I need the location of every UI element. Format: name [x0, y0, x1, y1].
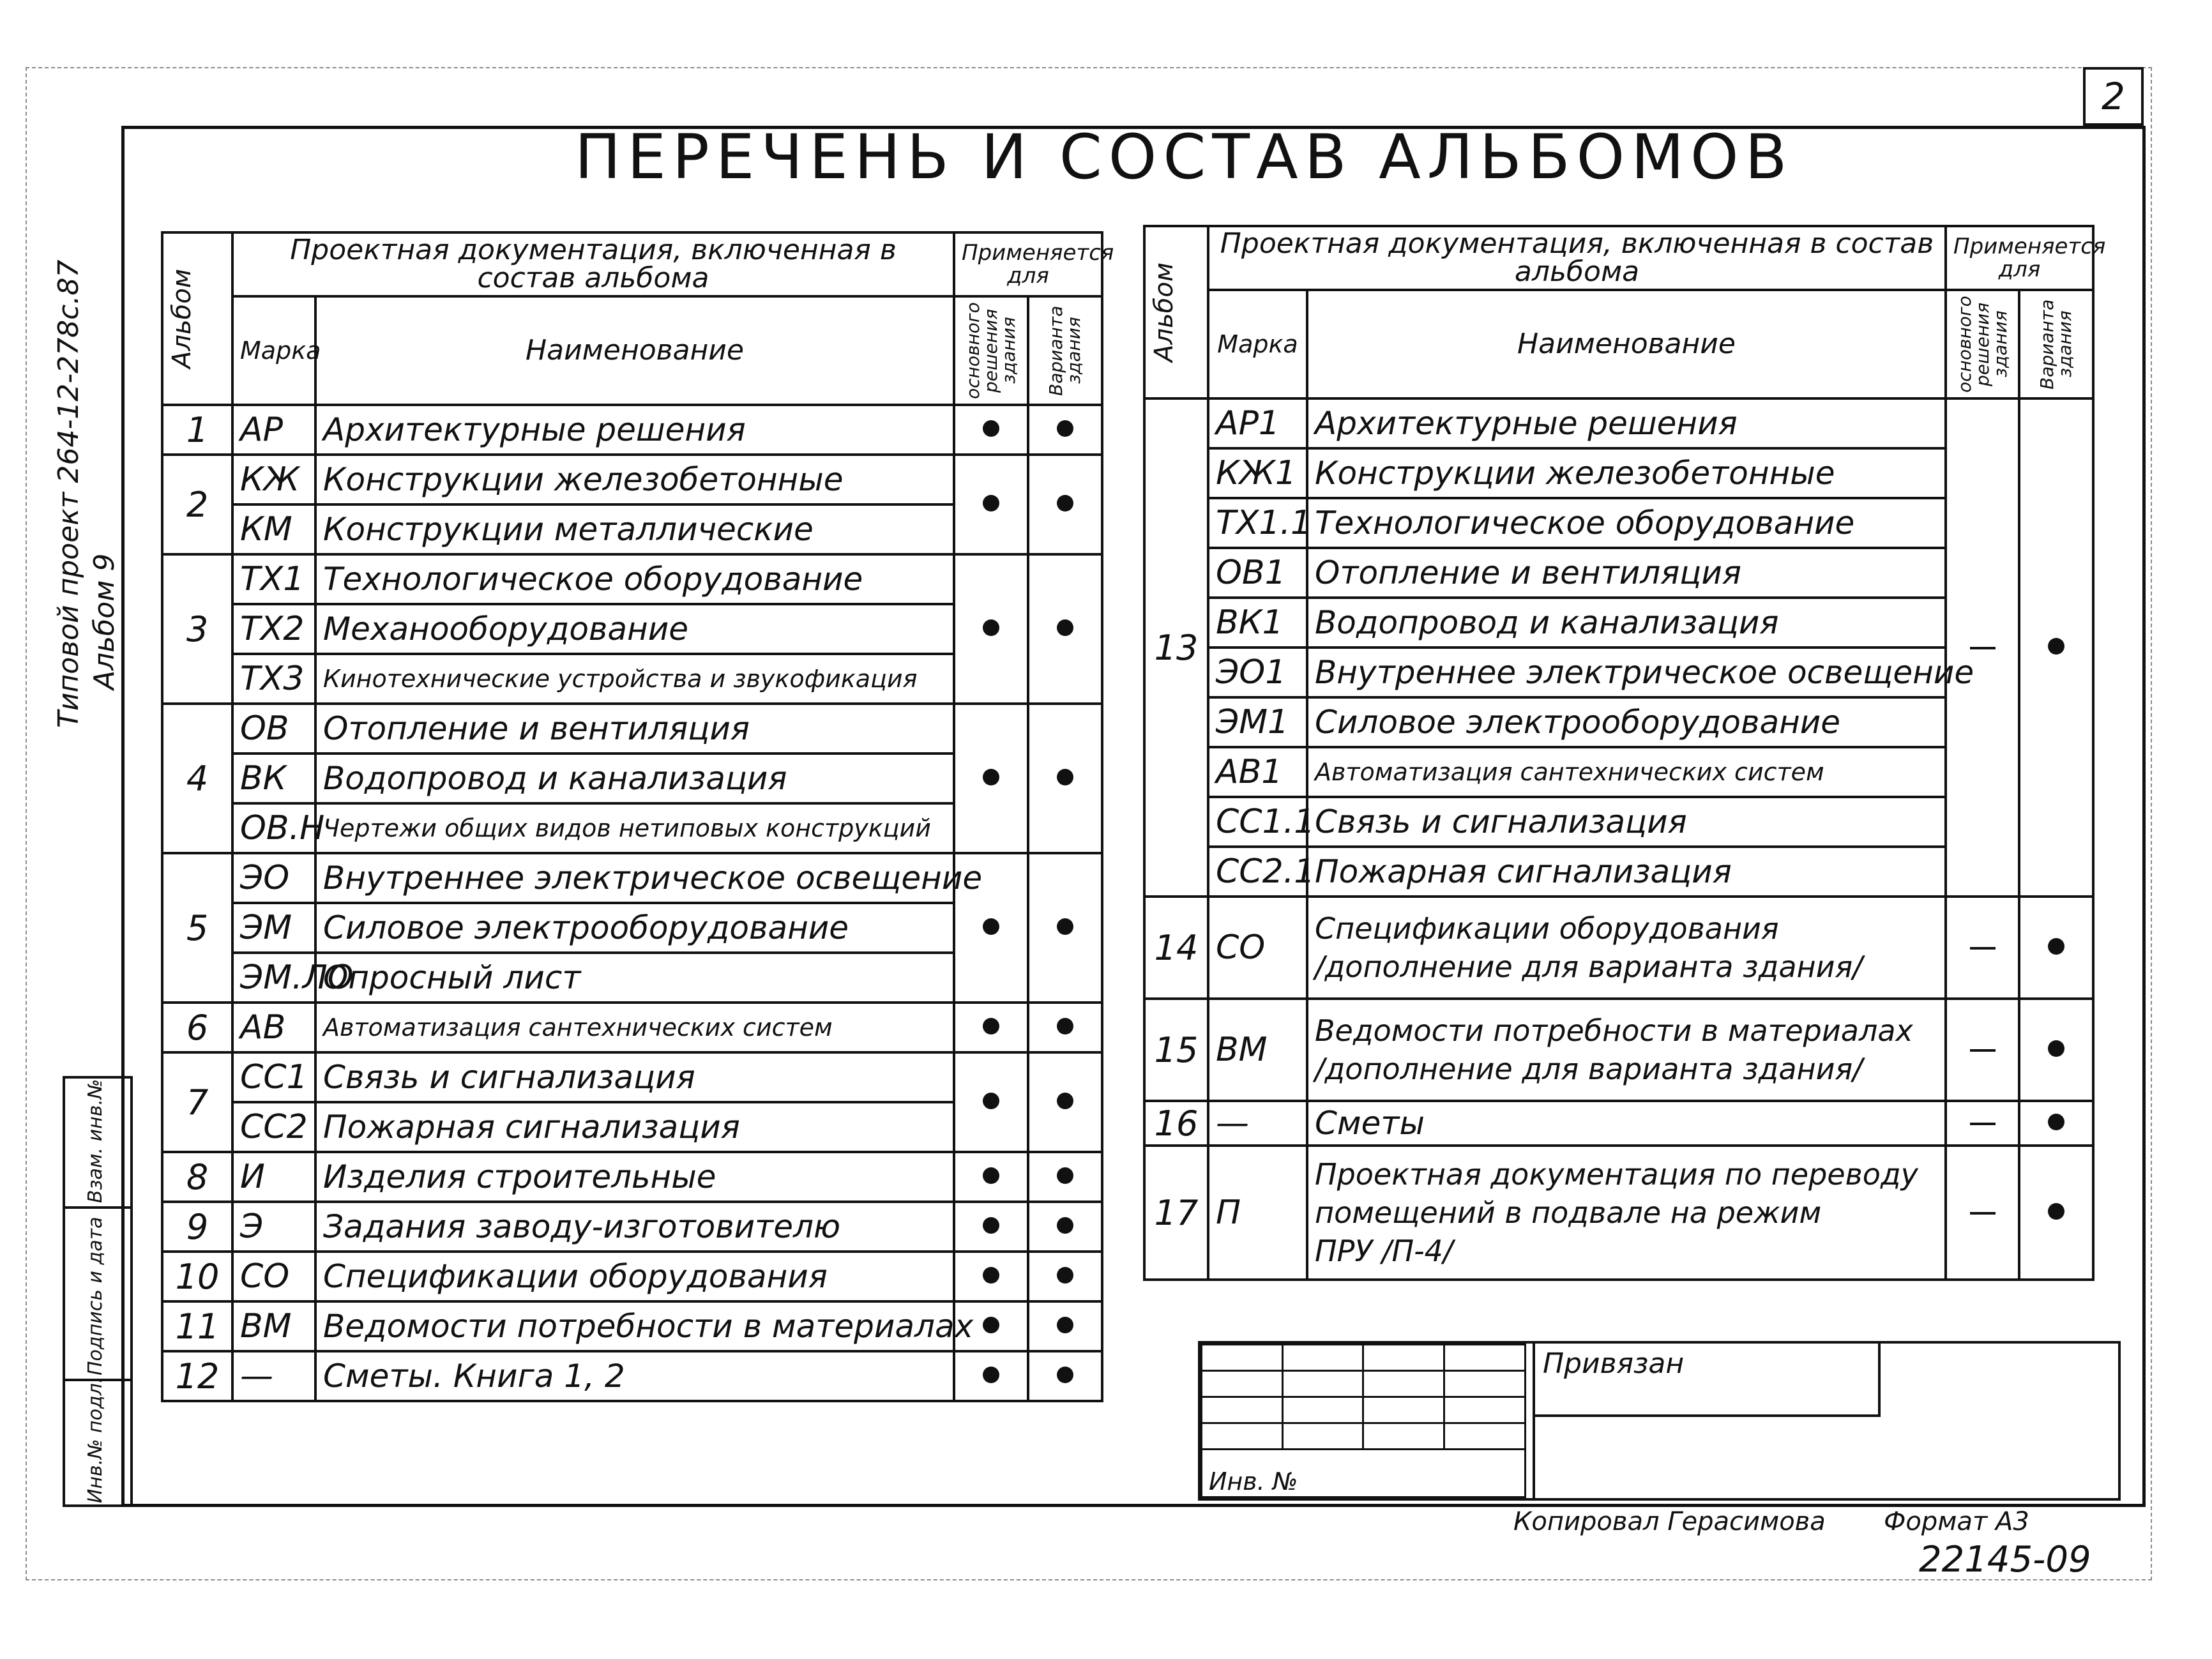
- marka-cell: КЖ: [232, 455, 315, 504]
- marka-cell: ТХ1: [232, 554, 315, 604]
- applies-dot-mark: [1057, 1317, 1073, 1333]
- table-row: [162, 554, 1102, 604]
- right-albums-table: [1143, 225, 2106, 1281]
- table-row: [162, 853, 1102, 903]
- table-row: [1144, 398, 2093, 448]
- album-number: 4: [162, 704, 232, 853]
- applies-dot-mark: [1057, 1217, 1073, 1234]
- applies-variant-cell: [1028, 554, 1102, 704]
- applies-dot-mark: [2048, 638, 2064, 655]
- side-label-album: Альбом 9: [88, 553, 121, 690]
- marka-cell: ВМ: [1208, 999, 1307, 1101]
- applies-dot-mark: [2048, 1203, 2064, 1220]
- name-cell: Автоматизация сантехнических систем: [315, 1003, 954, 1052]
- name-cell: Конструкции железобетонные: [315, 455, 954, 504]
- applies-variant-cell: [2019, 1146, 2093, 1280]
- marka-cell: ЭМ.ЛО: [232, 953, 315, 1003]
- applies-dot-mark: [983, 495, 999, 511]
- table-row: [1144, 648, 2093, 697]
- name-line: Ведомости потребности в материалах: [1315, 1013, 1913, 1048]
- marka-cell: ВК1: [1208, 598, 1307, 648]
- name-cell: Конструкции железобетонные: [1307, 448, 1946, 498]
- name-cell: Водопровод и канализация: [1307, 598, 1946, 648]
- header-marka: Марка: [232, 296, 315, 405]
- header-basic: основного решения здания: [954, 296, 1028, 405]
- applies-basic-cell: [954, 455, 1028, 554]
- side-label: [51, 260, 123, 728]
- album-number: 12: [162, 1351, 232, 1401]
- stamp-privyazan: Привязан: [1533, 1344, 1881, 1417]
- header-naimenovanie: Наименование: [315, 296, 954, 405]
- table-row: [162, 1152, 1102, 1202]
- applies-dot-mark: [983, 918, 999, 935]
- marka-cell: П: [1208, 1146, 1307, 1280]
- page-title: ПЕРЕЧЕНЬ И СОСТАВ АЛЬБОМОВ: [575, 121, 1794, 193]
- applies-variant-cell: [1028, 405, 1102, 455]
- table-row: [162, 1202, 1102, 1252]
- applies-variant-cell: [1028, 1351, 1102, 1401]
- name-cell: Чертежи общих видов нетиповых конструкций: [315, 803, 954, 853]
- name-cell: Пожарная сигнализация: [1307, 847, 1946, 897]
- marka-cell: СС2.1: [1208, 847, 1307, 897]
- header-variant-right: Варианта здания: [2019, 290, 2093, 398]
- applies-variant-cell: [1028, 704, 1102, 853]
- marka-cell: КМ: [232, 504, 315, 554]
- footer-copied-by: Копировал Герасимова: [1513, 1507, 1826, 1536]
- name-cell: Изделия строительные: [315, 1152, 954, 1202]
- name-line: /дополнение для варианта здания/: [1315, 950, 1863, 984]
- applies-dot-mark: [1057, 619, 1073, 636]
- name-cell: Задания заводу-изготовителю: [315, 1202, 954, 1252]
- applies-basic-cell: [954, 1351, 1028, 1401]
- marka-cell: ЭМ: [232, 903, 315, 953]
- name-cell: Связь и сигнализация: [315, 1052, 954, 1102]
- applies-basic-cell: [1946, 1101, 2019, 1146]
- applies-dot-mark: [1057, 495, 1073, 511]
- applies-variant-cell: [2019, 897, 2093, 999]
- applies-basic-cell: [954, 1252, 1028, 1301]
- name-cell: Сметы: [1307, 1101, 1946, 1146]
- name-line: /дополнение для варианта здания/: [1315, 1052, 1863, 1086]
- marka-cell: СС2: [232, 1102, 315, 1152]
- name-cell: Спецификации оборудования: [315, 1252, 954, 1301]
- table-row: [162, 1252, 1102, 1301]
- applies-basic-cell: [954, 554, 1028, 704]
- marka-cell: СО: [1208, 897, 1307, 999]
- name-cell: Связь и сигнализация: [1307, 797, 1946, 847]
- name-cell: Механооборудование: [315, 604, 954, 654]
- table-row: [1144, 999, 2093, 1101]
- applies-dot-mark: [1057, 918, 1073, 935]
- applies-dot-mark: [2048, 938, 2064, 955]
- marka-cell: СС1.1: [1208, 797, 1307, 847]
- album-number: 8: [162, 1152, 232, 1202]
- marka-cell: АР: [232, 405, 315, 455]
- marka-cell: Э: [232, 1202, 315, 1252]
- album-number: 5: [162, 853, 232, 1003]
- marka-cell: АВ1: [1208, 747, 1307, 797]
- applies-variant-cell: [1028, 1052, 1102, 1152]
- album-number: 17: [1144, 1146, 1208, 1280]
- applies-dot-mark: [2048, 1114, 2064, 1130]
- applies-dot-mark: [1057, 1018, 1073, 1034]
- applies-basic-cell: [1946, 1146, 2019, 1280]
- applies-variant-cell: [1028, 1152, 1102, 1202]
- album-number: 15: [1144, 999, 1208, 1101]
- table-row: [162, 704, 1102, 754]
- applies-basic-cell: [954, 405, 1028, 455]
- applies-dot-mark: [983, 1167, 999, 1184]
- album-number: 10: [162, 1252, 232, 1301]
- applies-basic-cell: [1946, 398, 2019, 897]
- applies-dot-mark: [1057, 1093, 1073, 1109]
- marka-cell: И: [232, 1152, 315, 1202]
- page-number: 2: [2083, 67, 2144, 126]
- applies-basic-cell: [1946, 999, 2019, 1101]
- table-row: [162, 1003, 1102, 1052]
- applies-variant-cell: [2019, 999, 2093, 1101]
- name-cell: Архитектурные решения: [1307, 398, 1946, 448]
- header-basic-right: основного решения здания: [1946, 290, 2019, 398]
- name-line: помещений в подвале на режим: [1315, 1195, 1822, 1230]
- applies-variant-cell: [1028, 1301, 1102, 1351]
- name-cell: Водопровод и канализация: [315, 754, 954, 803]
- applies-dot-mark: [983, 1018, 999, 1034]
- album-number: 3: [162, 554, 232, 704]
- marka-cell: ОВ1: [1208, 548, 1307, 598]
- name-cell: Внутреннее электрическое освещение: [1307, 648, 1946, 697]
- marka-cell: ЭО1: [1208, 648, 1307, 697]
- album-number: 6: [162, 1003, 232, 1052]
- name-line: Спецификации оборудования: [1315, 911, 1779, 946]
- header-applies-right: Применяется для: [1946, 226, 2093, 290]
- name-cell: Силовое электрооборудование: [1307, 697, 1946, 747]
- name-cell: Архитектурные решения: [315, 405, 954, 455]
- table-row: [162, 1052, 1102, 1102]
- name-cell: Технологическое оборудование: [1307, 498, 1946, 548]
- applies-dot-mark: [1057, 1167, 1073, 1184]
- name-line: Проектная документация по переводу: [1315, 1157, 1918, 1192]
- name-cell: Отопление и вентиляция: [315, 704, 954, 754]
- header-naimenovanie-right: Наименование: [1307, 290, 1946, 398]
- header-doc-group: Проектная документация, включенная в состав альбома: [232, 232, 954, 296]
- table-row: [1144, 897, 2093, 999]
- marka-cell: ТХ3: [232, 654, 315, 704]
- header-applies: Применяется для: [954, 232, 1102, 296]
- marka-cell: ОВ.Н: [232, 803, 315, 853]
- side-label-project: Типовой проект 264-12-278с.87: [52, 259, 85, 728]
- applies-basic-cell: [1946, 897, 2019, 999]
- marka-cell: ВК: [232, 754, 315, 803]
- name-cell: Сметы. Книга 1, 2: [315, 1351, 954, 1401]
- applies-dot-mark: [1057, 1367, 1073, 1383]
- name-cell: Технологическое оборудование: [315, 554, 954, 604]
- applies-basic-cell: [954, 1202, 1028, 1252]
- applies-variant-cell: [1028, 455, 1102, 554]
- header-variant: Варианта здания: [1028, 296, 1102, 405]
- footer-number: 22145-09: [1919, 1539, 2091, 1580]
- marka-cell: ТХ2: [232, 604, 315, 654]
- marka-cell: АР1: [1208, 398, 1307, 448]
- name-cell: Силовое электрооборудование: [315, 903, 954, 953]
- marka-cell: ОВ: [232, 704, 315, 754]
- applies-dot-mark: [983, 619, 999, 636]
- applies-dot-mark: [983, 1217, 999, 1234]
- stamp-podpis: Подпись и дата: [84, 1216, 107, 1375]
- album-number: 11: [162, 1301, 232, 1351]
- stamp-inv-no: Инв. №: [1202, 1450, 1526, 1497]
- album-number: 13: [1144, 398, 1208, 897]
- table-row: [162, 405, 1102, 455]
- applies-dot-mark: [983, 1093, 999, 1109]
- name-line: ПРУ /П-4/: [1315, 1234, 1453, 1268]
- applies-dot-mark: [1057, 769, 1073, 785]
- marka-cell: АВ: [232, 1003, 315, 1052]
- left-stamp-column: [63, 1076, 133, 1507]
- name-cell: Пожарная сигнализация: [315, 1102, 954, 1152]
- applies-basic-cell: [954, 704, 1028, 853]
- applies-basic-cell: [954, 1003, 1028, 1052]
- applies-dash-mark: [1970, 647, 1996, 649]
- marka-cell: СО: [232, 1252, 315, 1301]
- name-cell: [1307, 897, 1946, 999]
- marka-cell: —: [232, 1351, 315, 1401]
- table-row: [1144, 1146, 2093, 1280]
- applies-basic-cell: [954, 1052, 1028, 1152]
- table-row: [162, 455, 1102, 504]
- applies-dash-mark: [1970, 947, 1996, 950]
- table-row: [162, 1301, 1102, 1351]
- header-album: Альбом: [162, 232, 232, 405]
- applies-dot-mark: [983, 1267, 999, 1284]
- title-stamp: [1198, 1341, 2121, 1501]
- marka-cell: ЭО: [232, 853, 315, 903]
- stamp-inv-podl: Инв.№ подл.: [84, 1377, 107, 1503]
- name-cell: Отопление и вентиляция: [1307, 548, 1946, 598]
- applies-dot-mark: [983, 420, 999, 437]
- name-cell: Автоматизация сантехнических систем: [1307, 747, 1946, 797]
- footer-format: Формат А3: [1884, 1507, 2029, 1536]
- applies-dash-mark: [1970, 1049, 1996, 1052]
- stamp-vzam: Взам. инв.№: [84, 1079, 107, 1203]
- applies-dot-mark: [1057, 1267, 1073, 1284]
- applies-variant-cell: [1028, 1252, 1102, 1301]
- name-cell: Внутреннее электрическое освещение: [315, 853, 954, 903]
- applies-variant-cell: [2019, 398, 2093, 897]
- album-number: 1: [162, 405, 232, 455]
- left-albums-table: [161, 231, 1114, 1402]
- applies-dot-mark: [2048, 1040, 2064, 1057]
- header-album-right: Альбом: [1144, 226, 1208, 398]
- applies-dash-mark: [1970, 1212, 1996, 1215]
- album-number: 7: [162, 1052, 232, 1152]
- name-cell: Кинотехнические устройства и звукофикация: [315, 654, 954, 704]
- marka-cell: —: [1208, 1101, 1307, 1146]
- header-doc-group-right: Проектная документация, включенная в состав альбома: [1208, 226, 1946, 290]
- marka-cell: ТХ1.1: [1208, 498, 1307, 548]
- marka-cell: ВМ: [232, 1301, 315, 1351]
- applies-variant-cell: [1028, 1202, 1102, 1252]
- marka-cell: ЭМ1: [1208, 697, 1307, 747]
- name-cell: Опросный лист: [315, 953, 954, 1003]
- name-cell: Ведомости потребности в материалах: [315, 1301, 954, 1351]
- name-cell: [1307, 1146, 1946, 1280]
- name-cell: [1307, 999, 1946, 1101]
- applies-variant-cell: [1028, 853, 1102, 1003]
- header-marka-right: Марка: [1208, 290, 1307, 398]
- marka-cell: КЖ1: [1208, 448, 1307, 498]
- applies-variant-cell: [2019, 1101, 2093, 1146]
- applies-dot-mark: [983, 1317, 999, 1333]
- applies-dash-mark: [1970, 1123, 1996, 1125]
- table-row: [1144, 1101, 2093, 1146]
- album-number: 16: [1144, 1101, 1208, 1146]
- album-number: 9: [162, 1202, 232, 1252]
- applies-basic-cell: [954, 1152, 1028, 1202]
- applies-dot-mark: [983, 1367, 999, 1383]
- album-number: 2: [162, 455, 232, 554]
- name-cell: Конструкции металлические: [315, 504, 954, 554]
- marka-cell: СС1: [232, 1052, 315, 1102]
- album-number: 14: [1144, 897, 1208, 999]
- table-row: [162, 1351, 1102, 1401]
- applies-dot-mark: [1057, 420, 1073, 437]
- applies-dot-mark: [983, 769, 999, 785]
- applies-variant-cell: [1028, 1003, 1102, 1052]
